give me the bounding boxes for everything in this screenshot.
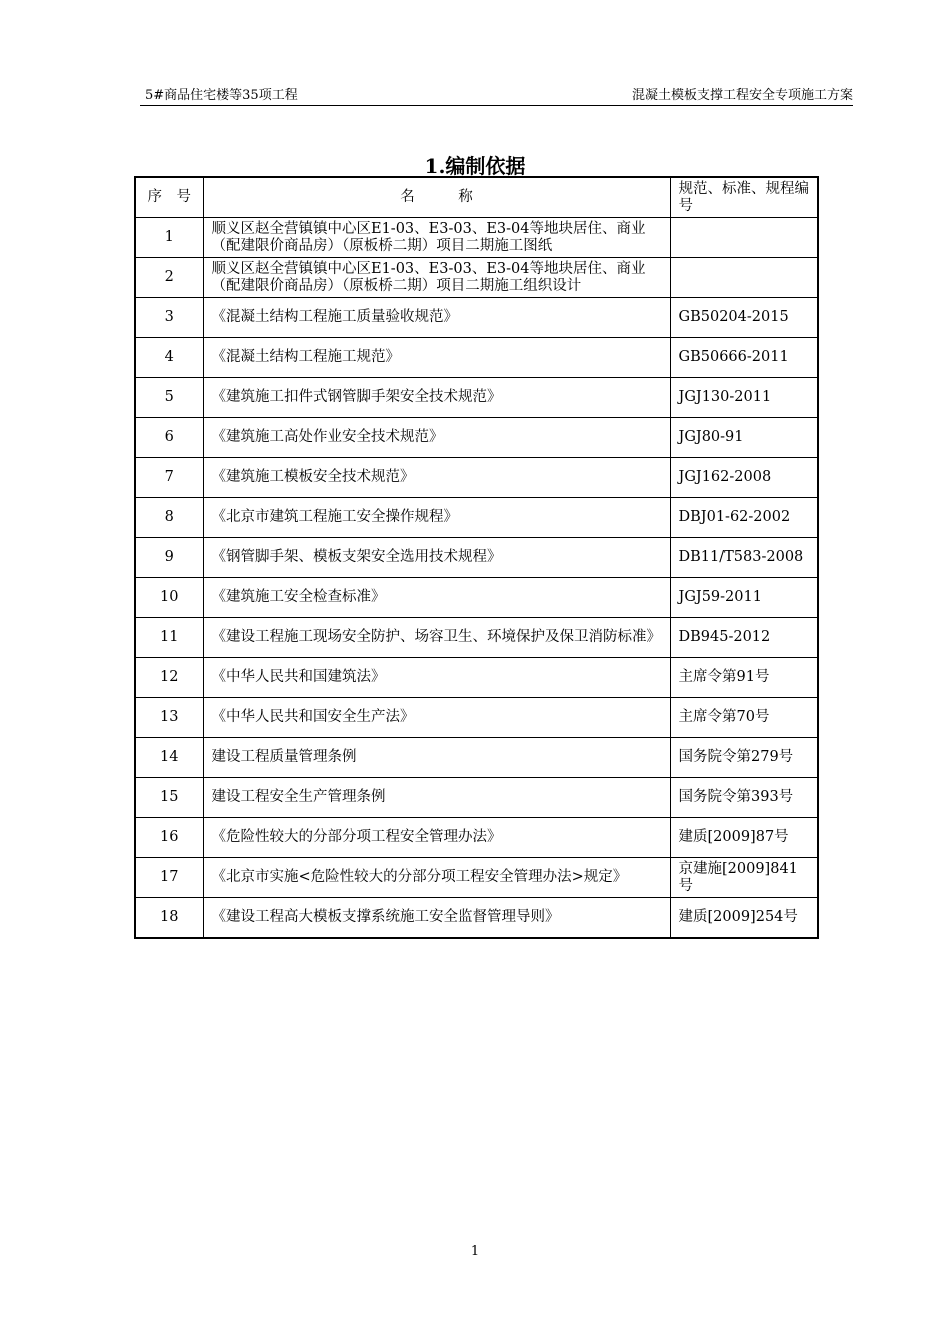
table-row — [135, 658, 818, 698]
row-name: 顺义区赵全营镇镇中心区E1-03、E3-03、E3-04等地块居住、商业（配建限价商品房）（原板桥二期）项目二期施工图纸 — [203, 218, 670, 258]
row-number: 14 — [135, 738, 203, 778]
column-header-name: 名 称 — [203, 177, 670, 218]
table-row — [135, 818, 818, 858]
column-header-code: 规范、标准、规程编号 — [670, 177, 818, 218]
row-name: 《建筑施工高处作业安全技术规范》 — [203, 418, 670, 458]
table-header-row — [135, 177, 818, 218]
row-code: GB50666-2011 — [670, 338, 818, 378]
row-number: 7 — [135, 458, 203, 498]
row-name: 《北京市实施<危险性较大的分部分项工程安全管理办法>规定》 — [203, 858, 670, 898]
table-row — [135, 698, 818, 738]
row-number: 18 — [135, 898, 203, 939]
table-row — [135, 858, 818, 898]
row-number: 11 — [135, 618, 203, 658]
row-name: 《建设工程施工现场安全防护、场容卫生、环境保护及保卫消防标准》 — [203, 618, 670, 658]
table-row — [135, 618, 818, 658]
basis-table — [134, 176, 819, 939]
row-name: 顺义区赵全营镇镇中心区E1-03、E3-03、E3-04等地块居住、商业（配建限价商品房）（原板桥二期）项目二期施工组织设计 — [203, 258, 670, 298]
row-code: DB11/T583-2008 — [670, 538, 818, 578]
row-number: 2 — [135, 258, 203, 298]
header-right-text: 混凝土模板支撑工程安全专项施工方案 — [631, 88, 853, 103]
row-code: JGJ80-91 — [670, 418, 818, 458]
row-name: 《建筑施工模板安全技术规范》 — [203, 458, 670, 498]
row-name: 《钢管脚手架、模板支架安全选用技术规程》 — [203, 538, 670, 578]
table-row — [135, 538, 818, 578]
row-name: 《建筑施工安全检查标准》 — [203, 578, 670, 618]
row-number: 15 — [135, 778, 203, 818]
row-name: 《中华人民共和国安全生产法》 — [203, 698, 670, 738]
row-code: GB50204-2015 — [670, 298, 818, 338]
row-number: 8 — [135, 498, 203, 538]
row-code: 建质[2009]254号 — [670, 898, 818, 939]
table-row — [135, 338, 818, 378]
row-number: 17 — [135, 858, 203, 898]
table-row — [135, 418, 818, 458]
column-header-no: 序 号 — [135, 177, 203, 218]
row-code: 京建施[2009]841号 — [670, 858, 818, 898]
row-code: DB945-2012 — [670, 618, 818, 658]
row-name: 《建设工程高大模板支撑系统施工安全监督管理导则》 — [203, 898, 670, 939]
row-number: 13 — [135, 698, 203, 738]
row-number: 5 — [135, 378, 203, 418]
row-number: 1 — [135, 218, 203, 258]
row-code — [670, 258, 818, 298]
table-row — [135, 778, 818, 818]
row-number: 3 — [135, 298, 203, 338]
row-name: 《混凝土结构工程施工质量验收规范》 — [203, 298, 670, 338]
row-name: 建设工程安全生产管理条例 — [203, 778, 670, 818]
table-row — [135, 458, 818, 498]
row-name: 《北京市建筑工程施工安全操作规程》 — [203, 498, 670, 538]
row-name: 《中华人民共和国建筑法》 — [203, 658, 670, 698]
header-divider — [140, 105, 853, 106]
row-code: 建质[2009]87号 — [670, 818, 818, 858]
page-number: 1 — [470, 1244, 480, 1259]
header-left-text: 5#商品住宅楼等35项工程 — [145, 88, 298, 103]
table-row — [135, 218, 818, 258]
row-number: 6 — [135, 418, 203, 458]
row-code: 主席令第70号 — [670, 698, 818, 738]
table-row — [135, 378, 818, 418]
table-row — [135, 298, 818, 338]
row-number: 12 — [135, 658, 203, 698]
row-number: 4 — [135, 338, 203, 378]
row-code: DBJ01-62-2002 — [670, 498, 818, 538]
row-code: 主席令第91号 — [670, 658, 818, 698]
row-name: 建设工程质量管理条例 — [203, 738, 670, 778]
row-name: 《建筑施工扣件式钢管脚手架安全技术规范》 — [203, 378, 670, 418]
row-code: JGJ59-2011 — [670, 578, 818, 618]
row-code: 国务院令第393号 — [670, 778, 818, 818]
row-number: 9 — [135, 538, 203, 578]
row-code: 国务院令第279号 — [670, 738, 818, 778]
table-row — [135, 898, 818, 939]
row-code — [670, 218, 818, 258]
table-row — [135, 738, 818, 778]
row-code: JGJ162-2008 — [670, 458, 818, 498]
table-row — [135, 258, 818, 298]
section-title: 1.编制依据 — [424, 154, 526, 178]
row-code: JGJ130-2011 — [670, 378, 818, 418]
row-name: 《混凝土结构工程施工规范》 — [203, 338, 670, 378]
table-row — [135, 498, 818, 538]
row-name: 《危险性较大的分部分项工程安全管理办法》 — [203, 818, 670, 858]
row-number: 10 — [135, 578, 203, 618]
table-row — [135, 578, 818, 618]
row-number: 16 — [135, 818, 203, 858]
